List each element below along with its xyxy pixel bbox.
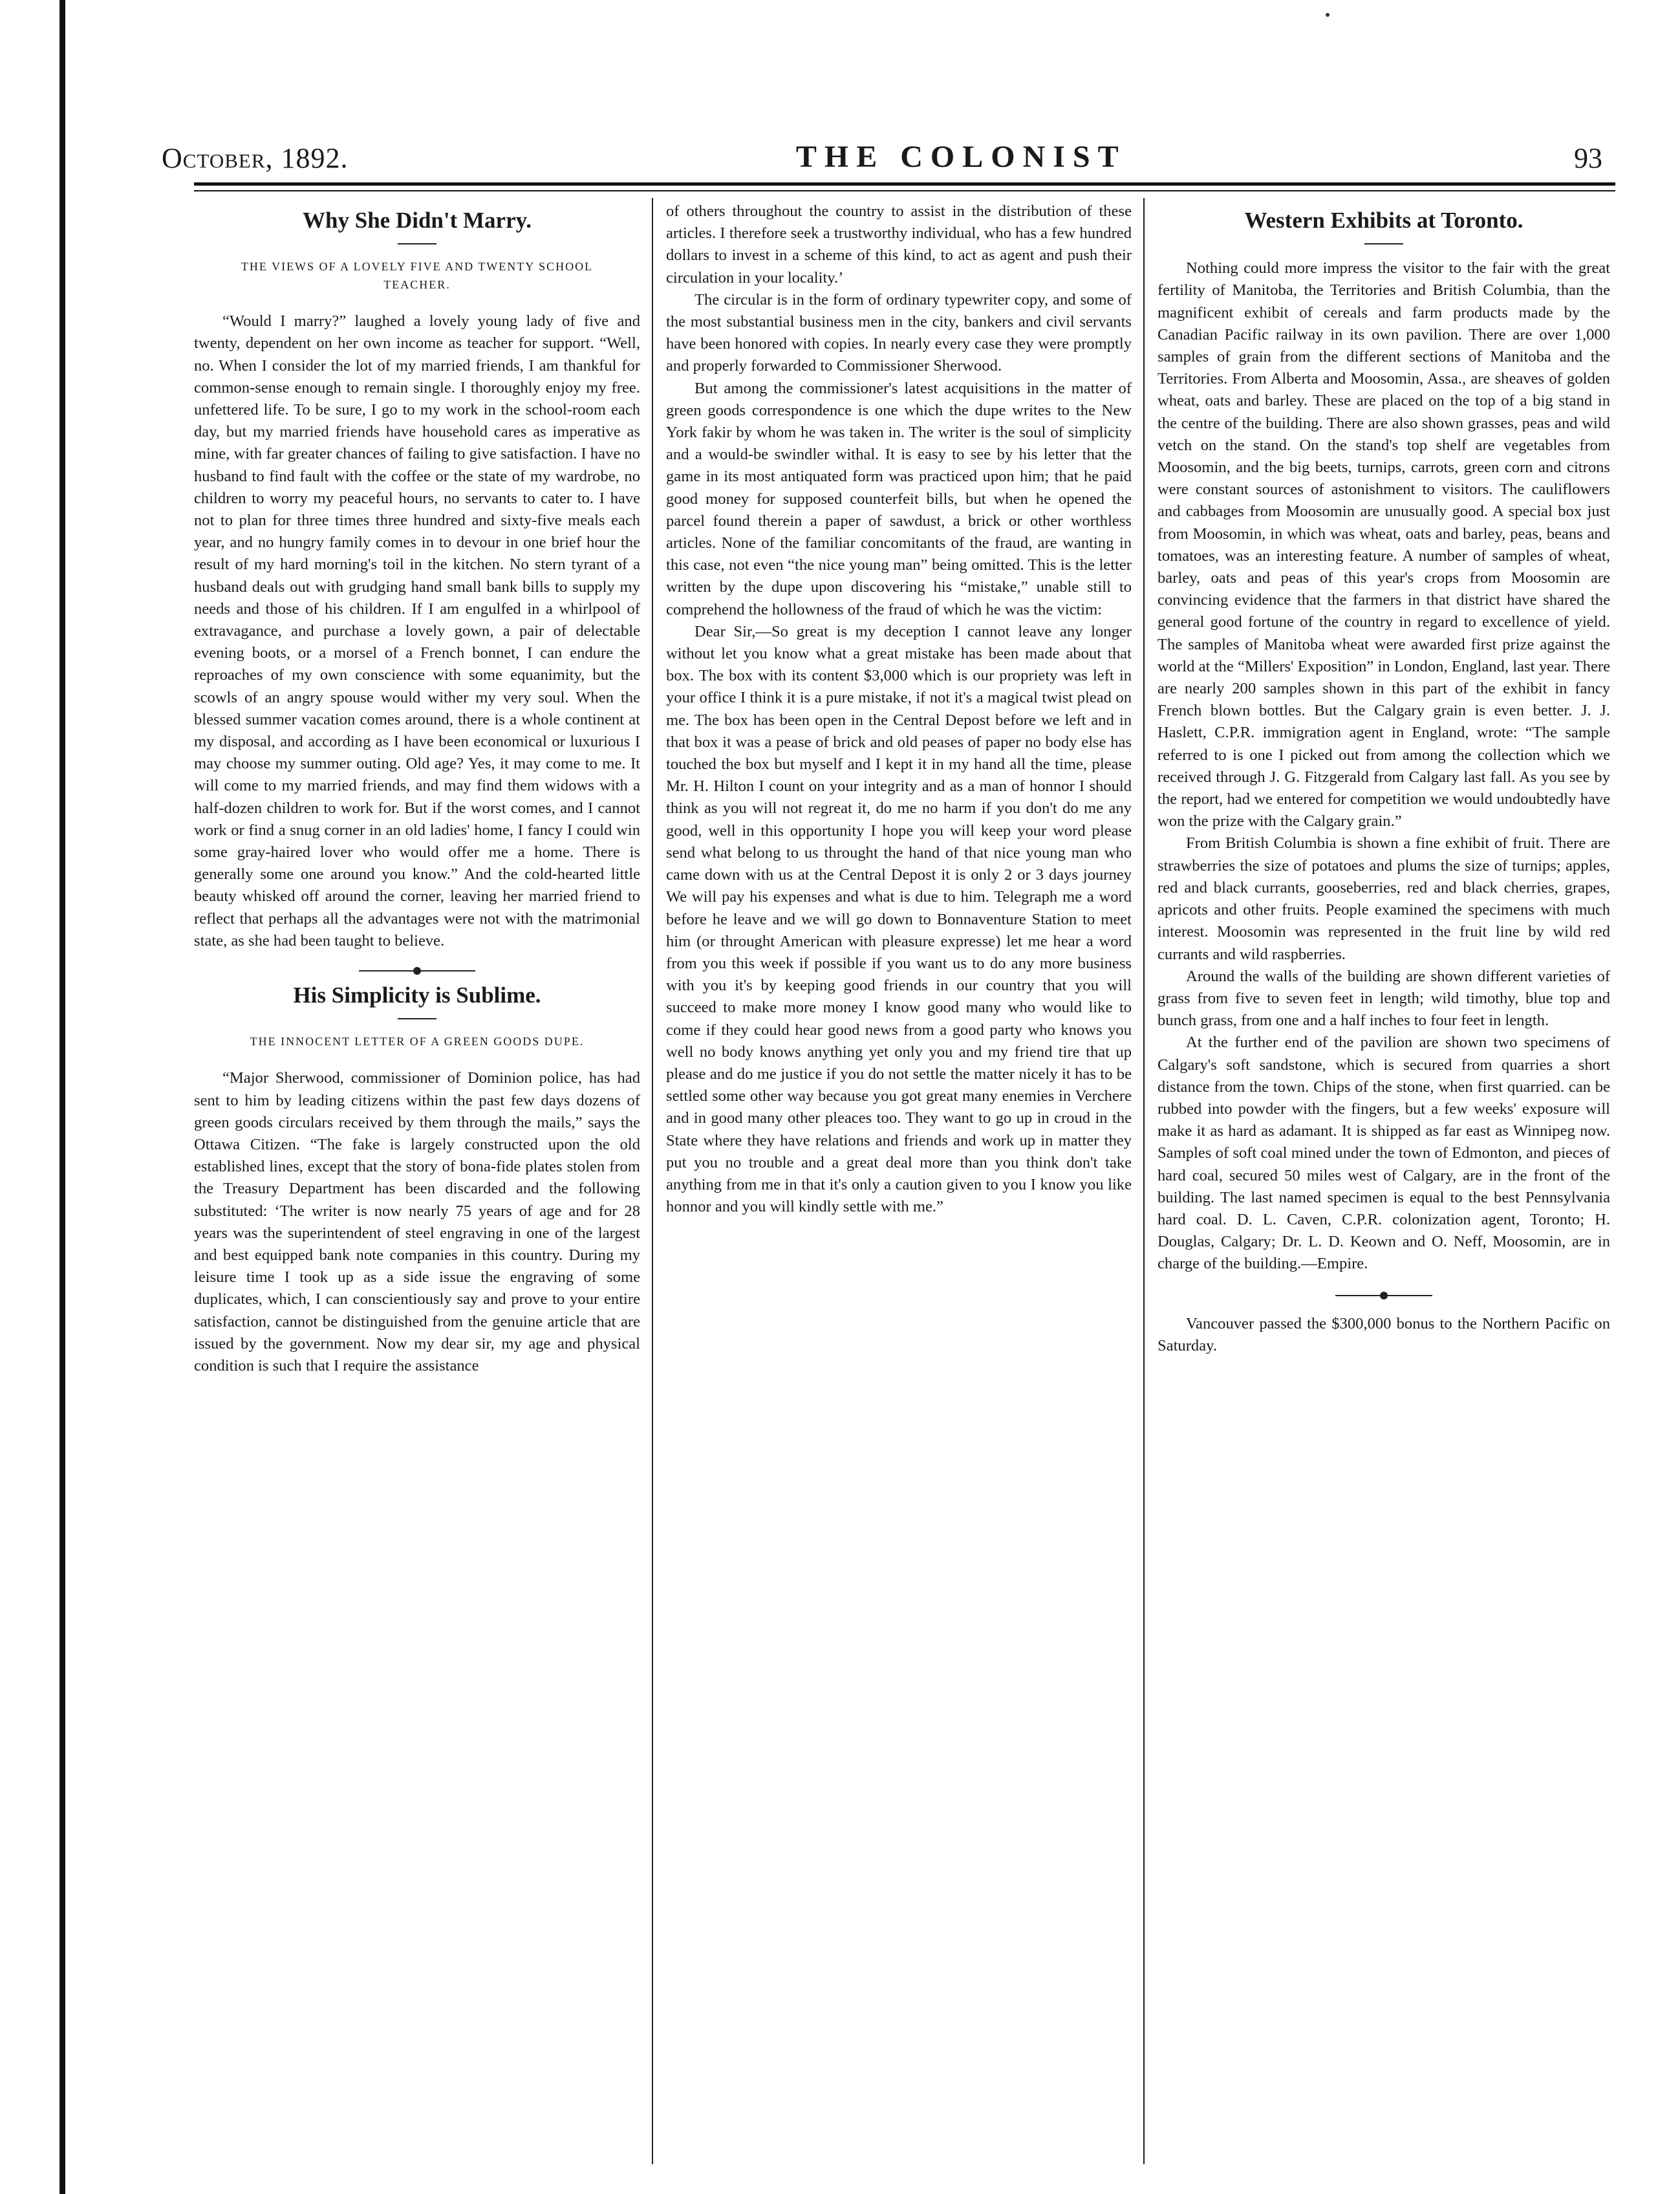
page-number: 93: [1573, 142, 1602, 174]
article-body-simplicity-continued: of others throughout the country to assist in the distribution of these articles. I therefore seek a trustworthy individual, who has a few hundred dollars to invest in a scheme of this kind, to act as agent and push their circulation in your locality.’: [666, 202, 1132, 287]
article-body-simplicity-part1: “Major Sherwood, commissioner of Dominion police, has had sent to him by leading citizens within the past few days dozens of green goods circulars received by them through the mails,” says the Ottawa Citizen. “The fake is largely constructed upon the old established lines, except that the story of bona-fide plates stolen from the Treasury Department has been discarded and the following substituted: ‘The writer is now nearly 75 years of age and for 28 years was the superintendent of steel engraving in one of the largest and best equipped bank note companies in this country. During my leisure time I took up as a side issue the engraving of some duplicates, which, I can conscientiously say and prove to your entire satisfaction, cannot be distinguished from the genuine article that are issued by the government. Now my dear sir, my age and physical condition is such that I require the assistance: [194, 1069, 640, 1374]
article-title-marry: Why She Didn't Marry.: [303, 208, 532, 233]
article-subhead-simplicity: THE INNOCENT LETTER OF A GREEN GOODS DUPE.: [250, 1035, 585, 1048]
page-edge-rule: [59, 0, 65, 2194]
column-1: [194, 201, 640, 2160]
article-body-vancouver: Vancouver passed the $300,000 bonus to the Northern Pacific on Saturday.: [1158, 1314, 1610, 1354]
issue-date: October, 1892.: [162, 142, 349, 174]
article-separator: [359, 970, 475, 972]
article-separator: [1335, 1295, 1432, 1296]
article-body-western-stone: At the further end of the pavilion are shown two specimens of Calgary's soft sandstone, which is secured from quarries a short distance from the town. Chips of the stone, when first quarried. can be rubbed into powder with the fingers, but a few weeks' exposure will make it as hard as adamant. It is shipped as far east as Winnipeg now. Samples of soft coal mined under the town of Edmonton, and pieces of hard coal, secured 50 miles west of Calgary, are in the front of the building. The last named specimen is equal to the best Pennsylvania hard coal. D. L. Caven, C.P.R. colonization agent, Toronto; H. Douglas, Calgary; Dr. L. D. Keown and O. Neff, Moosomin, are in charge of the building.—Empire.: [1158, 1034, 1610, 1273]
column-3: [1158, 201, 1610, 2160]
newspaper-title: THE COLONIST: [795, 140, 1126, 174]
ink-speck: [1326, 13, 1330, 17]
article-body-simplicity-circular: The circular is in the form of ordinary typewriter copy, and some of the most substantial business men in the city, bankers and civil servants have been honored with copies. In nearly every case they were promptly and properly forwarded to Commissioner Sherwood.: [666, 290, 1132, 375]
masthead-rule-thick: [194, 182, 1615, 186]
article-body-simplicity-letter: Dear Sir,—So great is my deception I cannot leave any longer without let you know what a great mistake has been made about that box. The box with its content $3,000 which is our propriety was left in your office I think it is a pure mistake, if not it's a magical twist plead on me. The box has been open in the Central Depost before we left and in that box it was a pease of brick and old peases of paper no body else has touched the box but myself and I kept it in my hand all the time, please Mr. H. Hilton I count on your integrity and as a man of honnor I should think as you will not regreat it, do me no harm if you don't do me any good, well in this opportunity I hope you will keep your word please send what belong to us throught the hand of that nice young man who came down with us at the Central Depost it is only 2 or 3 days journey We will pay his expenses and what is due to him. Telegraph me a word before he leave and we will go down to Bonnaventure Station to meet him (or throught American with pleasure expresse) let me hear a word from you this week if possible if you want us to do any more business with you it's by keeping good friends in our country that you will succeed to make more money I know good many who would like to come if they could hear good news from a good party who knows you well no body knows anything yet only you and my friend tire that up please and do me justice if you do not settle the matter nicely it has to be settled some other way because you got great many enemies in Verchere and in good many other pleaces too. They want to go up in croud in the State where they have relations and friends and work up in matter they put you no trouble and a great deal more than you think don't take anything from me in that it's only a caution given to you I know you like honnor and you will kindly settle with me.”: [666, 622, 1132, 1216]
article-title-western: Western Exhibits at Toronto.: [1244, 208, 1524, 233]
masthead-rule-thin: [194, 190, 1615, 191]
article-body-western-grass: Around the walls of the building are shown different varieties of grass from five to seven feet in length; wild timothy, blue top and bunch grass, from one and a half inches to four feet in length.: [1158, 967, 1610, 1030]
article-body-simplicity-dupe: But among the commissioner's latest acquisitions in the matter of green goods correspondence is one which the dupe writes to the New York fakir by whom he was taken in. The writer is the soul of simplicity and a would-be swindler withal. It is easy to see by his letter that the game in its most antiquated form was practiced upon him; that he paid good money for supposed counterfeit bills, but when he opened the parcel found therein a paper of sawdust, a brick or other worthless articles. None of the familiar concomitants of the fraud, are wanting in this case, not even “the nice young man” being omitted. This is the letter written by the dupe upon discovering his “mistake,” unable still to comprehend the hollowness of the fraud of which he was the victim:: [666, 379, 1132, 618]
title-dash: [398, 1018, 436, 1019]
article-subhead-marry: THE VIEWS OF A LOVELY FIVE AND TWENTY SCHOOL TEACHER.: [241, 260, 594, 292]
article-title-simplicity: His Simplicity is Sublime.: [293, 983, 541, 1008]
column-divider-1: [652, 198, 653, 2164]
column-divider-2: [1143, 198, 1145, 2164]
column-2: [666, 201, 1132, 2160]
article-body-western-grain: Nothing could more impress the visitor to the fair with the great fertility of Manitoba, the Territories and British Columbia, than the magnificent exhibit of cereals and farm products made by the Canadian Pacific railway in its own pavilion. There are over 1,000 samples of grain from the different sections of Manitoba and the Territories. From Alberta and Moosomin, Assa., are sheaves of golden wheat, oats and barley. These are placed on the top of a big stand in the centre of the building. There are also shown grasses, peas and wild vetch on the stand. On the stand's top shelf are vegetables from Moosomin, and the big beets, turnips, carrots, green corn and citrons were constant sources of astonishment to visitors. The cauliflowers and cabbages from Moosomin are unusually good. A special box just from Moosomin, in which was wheat, oats and barley, peas, beans and tomatoes, was an interesting feature. A number of samples of wheat, barley, oats and peas of this year's crops from Moosomin are convincing evidence that the farmers in that district have shared the general good fortune of the country in regard to excellence of yield. The samples of Manitoba wheat were awarded first prize against the world at the “Millers' Exposition” in London, England, last year. There are nearly 200 samples shown in this part of the exhibit in fancy French blown bottles. But the Calgary grain is even better. J. J. Haslett, C.P.R. immigration agent in England, wrote: “The sample referred to is one I picked out from among the collection which we received through J. G. Fitzgerald from Calgary last fall. As you see by the report, had we entered for competition we would undoubtedly have won the prize with the Calgary grain.”: [1158, 259, 1610, 831]
title-dash: [1364, 243, 1403, 244]
article-body-marry: “Would I marry?” laughed a lovely young lady of five and twenty, dependent on her own income as teacher for support. “Well, no. When I consider the lot of my married friends, I am thankful for common-sense enough to remain single. I thoroughly enjoy my free. unfettered life. To be sure, I go to my work in the school-room each day, but my married friends have household cares as imperative as mine, with far greater chances of failing to give satisfaction. I have no husband to find fault with the coffee or the state of my wardrobe, no children to worry my peaceful hours, no servants to cater to. I have not to plan for three times three hundred and sixty-five meals each year, and no hungry family comes in to devour in one brief hour the result of my hard morning's toil in the kitchen. No stern tyrant of a husband deals out with grudging hand small bank bills to supply my needs and those of his children. If I am engulfed in a whirlpool of extravagance, and purchase a lovely gown, a pair of delectable evening boots, or a morsel of a French bonnet, I can endure the reproaches of my own conscience with some equanimity, but the scowls of an angry spouse would wither my very soul. When the blessed summer vacation comes around, there is a whole continent at my disposal, and according as I have been economical or luxurious I may choose my summer outing. Old age? Yes, it may come to me. It will come to my married friends, and may find them widows with a half-dozen children to work for. But if the worst comes, and I cannot work or find a snug corner in an old ladies' home, I fancy I could win some gray-haired lover who would offer me a home. There is generally some one around you know.” And the cold-hearted little beauty whisked off around the corner, leaving her married friend to reflect that perhaps all the advantages were not with the matrimonial state, as she had been taught to believe.: [194, 312, 640, 950]
masthead: [162, 123, 1602, 175]
title-dash: [398, 243, 436, 244]
article-body-western-fruit: From British Columbia is shown a fine exhibit of fruit. There are strawberries the size of potatoes and plums the size of turnips; apples, red and black currants, gooseberries, red and black cherries, grapes, apricots and other fruits. People examined the specimens with much interest. Moosomin was represented in the fruit line by wild red currants and wild raspberries.: [1158, 834, 1610, 963]
